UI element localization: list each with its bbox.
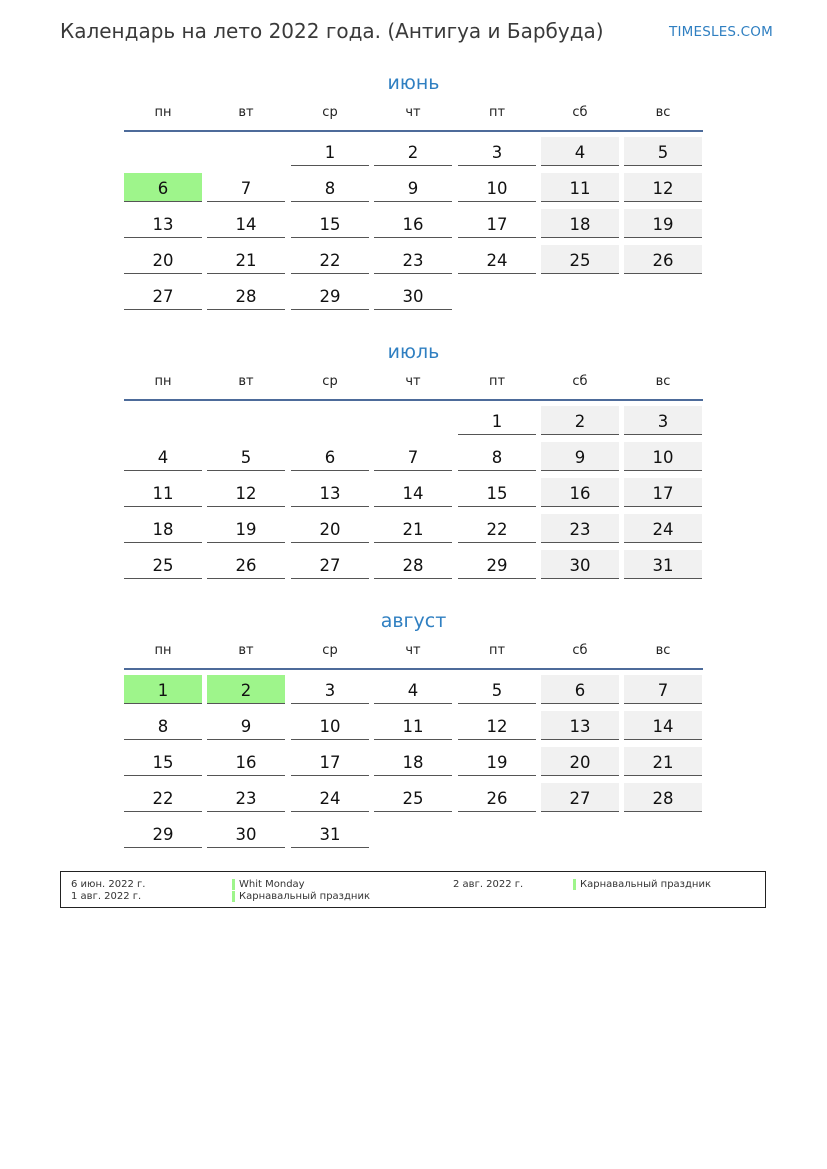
day-cell: 2 xyxy=(541,406,619,435)
day-cell: 16 xyxy=(374,209,452,238)
day-cell: 21 xyxy=(374,514,452,543)
weekday-label: сб xyxy=(572,374,588,389)
day-cell: 18 xyxy=(124,514,202,543)
day-cell: 26 xyxy=(624,245,702,274)
day-cell: 1 xyxy=(458,406,536,435)
day-cell: 28 xyxy=(207,281,285,310)
weekday-label: вт xyxy=(238,105,254,120)
day-cell: 30 xyxy=(374,281,452,310)
day-cell: 31 xyxy=(624,550,702,579)
day-cell: 17 xyxy=(291,747,369,776)
day-cell: 30 xyxy=(207,819,285,848)
day-cell: 11 xyxy=(541,173,619,202)
weekday-label: пн xyxy=(154,374,172,389)
day-cell: 25 xyxy=(124,550,202,579)
header-divider xyxy=(124,130,703,132)
day-cell: 6 xyxy=(291,442,369,471)
header-divider xyxy=(124,668,703,670)
day-cell: 26 xyxy=(458,783,536,812)
weekday-label: сб xyxy=(572,643,588,658)
day-cell: 18 xyxy=(374,747,452,776)
day-cell: 31 xyxy=(291,819,369,848)
holiday-legend xyxy=(60,871,766,908)
weekday-label: пт xyxy=(488,374,506,389)
day-cell: 23 xyxy=(374,245,452,274)
day-cell: 11 xyxy=(374,711,452,740)
day-cell: 3 xyxy=(291,675,369,704)
legend-holiday-name: Whit Monday xyxy=(239,879,305,890)
day-cell: 26 xyxy=(207,550,285,579)
day-cell: 28 xyxy=(374,550,452,579)
day-cell: 21 xyxy=(624,747,702,776)
day-cell: 8 xyxy=(124,711,202,740)
day-cell: 11 xyxy=(124,478,202,507)
day-cell: 20 xyxy=(291,514,369,543)
holiday-color-marker xyxy=(573,879,576,890)
day-cell: 12 xyxy=(207,478,285,507)
day-cell: 24 xyxy=(458,245,536,274)
weekday-label: чт xyxy=(405,643,421,658)
day-cell: 12 xyxy=(624,173,702,202)
day-cell: 4 xyxy=(541,137,619,166)
day-cell: 2 xyxy=(374,137,452,166)
day-cell: 9 xyxy=(207,711,285,740)
day-cell: 30 xyxy=(541,550,619,579)
day-cell: 28 xyxy=(624,783,702,812)
legend-holiday-name: Карнавальный праздник xyxy=(580,879,711,890)
day-cell: 13 xyxy=(541,711,619,740)
day-cell: 15 xyxy=(458,478,536,507)
legend-date: 6 июн. 2022 г. xyxy=(71,879,146,890)
weekday-label: пн xyxy=(154,643,172,658)
day-cell: 8 xyxy=(458,442,536,471)
day-cell: 17 xyxy=(458,209,536,238)
day-cell: 3 xyxy=(458,137,536,166)
weekday-label: пт xyxy=(488,643,506,658)
legend-date: 2 авг. 2022 г. xyxy=(453,879,524,890)
weekday-header xyxy=(124,374,703,392)
day-cell: 21 xyxy=(207,245,285,274)
day-cell: 7 xyxy=(374,442,452,471)
day-cell: 22 xyxy=(124,783,202,812)
day-cell: 10 xyxy=(291,711,369,740)
day-cell: 27 xyxy=(541,783,619,812)
day-cell: 8 xyxy=(291,173,369,202)
day-cell: 5 xyxy=(458,675,536,704)
day-cell: 5 xyxy=(624,137,702,166)
day-cell: 4 xyxy=(374,675,452,704)
page-title: Календарь на лето 2022 года. (Антигуа и Барбуда) xyxy=(60,19,604,43)
weekday-label: вт xyxy=(238,643,254,658)
day-cell: 15 xyxy=(124,747,202,776)
day-cell: 15 xyxy=(291,209,369,238)
month-title: июнь xyxy=(387,72,440,94)
day-cell: 13 xyxy=(124,209,202,238)
legend-holiday-name: Карнавальный праздник xyxy=(239,891,370,902)
day-cell: 1 xyxy=(291,137,369,166)
header-divider xyxy=(124,399,703,401)
day-cell: 20 xyxy=(124,245,202,274)
day-cell: 23 xyxy=(207,783,285,812)
day-cell: 29 xyxy=(291,281,369,310)
day-cell: 4 xyxy=(124,442,202,471)
day-cell: 9 xyxy=(374,173,452,202)
day-cell: 19 xyxy=(207,514,285,543)
day-cell: 19 xyxy=(458,747,536,776)
day-cell: 18 xyxy=(541,209,619,238)
holiday-color-marker xyxy=(232,879,235,890)
weekday-label: чт xyxy=(405,374,421,389)
weekday-label: ср xyxy=(322,643,338,658)
weekday-label: чт xyxy=(405,105,421,120)
day-cell: 24 xyxy=(624,514,702,543)
holiday-color-marker xyxy=(232,891,235,902)
day-cell: 19 xyxy=(624,209,702,238)
weekday-header xyxy=(124,105,703,123)
holiday-day-cell: 1 xyxy=(124,675,202,704)
day-cell: 10 xyxy=(624,442,702,471)
weekday-label: ср xyxy=(322,105,338,120)
day-cell: 13 xyxy=(291,478,369,507)
day-cell: 25 xyxy=(374,783,452,812)
day-cell: 9 xyxy=(541,442,619,471)
day-cell: 14 xyxy=(374,478,452,507)
day-cell: 16 xyxy=(207,747,285,776)
brand-link[interactable]: TIMESLES.COM xyxy=(669,24,773,40)
day-cell: 20 xyxy=(541,747,619,776)
weekday-label: пн xyxy=(154,105,172,120)
day-cell: 5 xyxy=(207,442,285,471)
day-cell: 14 xyxy=(207,209,285,238)
day-cell: 25 xyxy=(541,245,619,274)
weekday-label: вт xyxy=(238,374,254,389)
month-title: август xyxy=(380,610,447,632)
weekday-label: ср xyxy=(322,374,338,389)
weekday-label: пт xyxy=(488,105,506,120)
weekday-label: сб xyxy=(572,105,588,120)
day-cell: 16 xyxy=(541,478,619,507)
day-cell: 22 xyxy=(291,245,369,274)
day-cell: 27 xyxy=(291,550,369,579)
day-cell: 10 xyxy=(458,173,536,202)
day-cell: 17 xyxy=(624,478,702,507)
month-title: июль xyxy=(387,341,440,363)
day-cell: 3 xyxy=(624,406,702,435)
weekday-header xyxy=(124,643,703,661)
day-cell: 6 xyxy=(541,675,619,704)
day-cell: 22 xyxy=(458,514,536,543)
day-cell: 27 xyxy=(124,281,202,310)
day-cell: 7 xyxy=(624,675,702,704)
day-cell: 14 xyxy=(624,711,702,740)
weekday-label: вс xyxy=(655,105,671,120)
day-cell: 29 xyxy=(124,819,202,848)
day-cell: 24 xyxy=(291,783,369,812)
day-cell: 23 xyxy=(541,514,619,543)
day-cell: 12 xyxy=(458,711,536,740)
holiday-day-cell: 2 xyxy=(207,675,285,704)
holiday-day-cell: 6 xyxy=(124,173,202,202)
day-cell: 29 xyxy=(458,550,536,579)
weekday-label: вс xyxy=(655,643,671,658)
legend-date: 1 авг. 2022 г. xyxy=(71,891,142,902)
weekday-label: вс xyxy=(655,374,671,389)
day-cell: 7 xyxy=(207,173,285,202)
